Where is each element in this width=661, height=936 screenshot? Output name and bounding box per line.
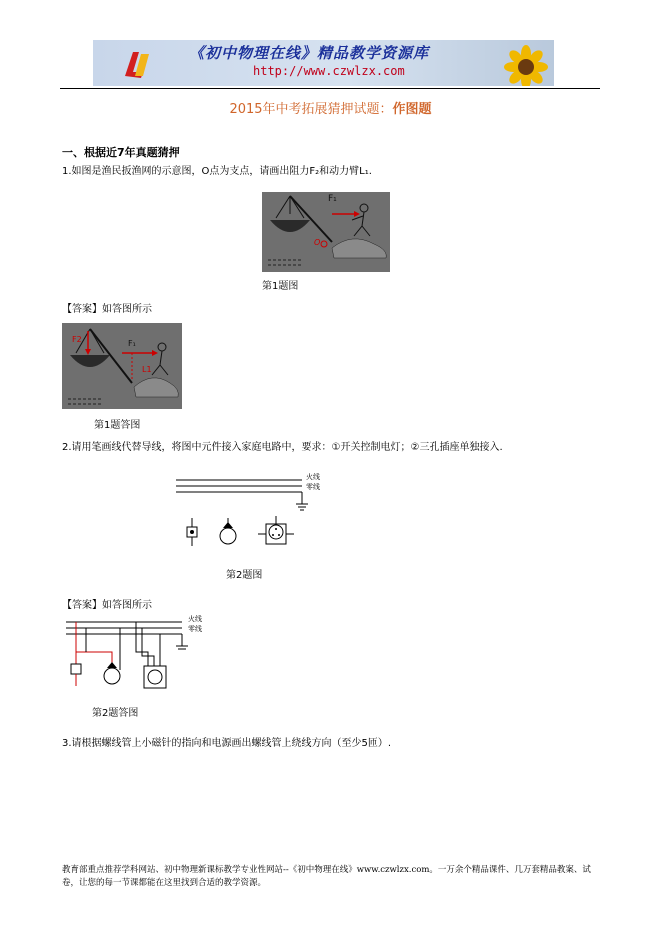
label-l1: L1 bbox=[142, 365, 152, 374]
fishing-net-answer-figure bbox=[62, 323, 182, 409]
question-3: 3.请根据螺线管上小磁针的指向和电源画出螺线管上绕线方向（至少5匝）. bbox=[62, 738, 392, 749]
figure-1-caption: 第1题图 bbox=[262, 281, 299, 292]
label-f1: F₁ bbox=[328, 194, 337, 204]
question-2: 2.请用笔画线代替导线，将图中元件接入家庭电路中，要求：①开关控制电灯；②三孔插座单独接入. bbox=[62, 442, 503, 453]
page-footer: 教育部重点推荐学科网站、初中物理新课标教学专业性网站--《初中物理在线》www.czwlzx.com。一万余个精品课件、几万套精品教案、试卷，让您的每一节课都能在这里找到合适的教学资源。 bbox=[62, 865, 591, 888]
figure-2-caption: 第2题图 bbox=[226, 570, 263, 581]
answer-label-f1: F₁ bbox=[128, 339, 136, 348]
question-1: 1.如图是渔民扳渔网的示意图，O点为支点，请画出阻力F₂和动力臂L₁. bbox=[62, 166, 372, 177]
answer-2-label: 【答案】如答图所示 bbox=[62, 600, 152, 611]
logo-icon bbox=[119, 46, 159, 82]
answer-label-live-wire: 火线 bbox=[188, 615, 202, 623]
title-emphasis: 作图题 bbox=[392, 102, 432, 117]
title-prefix: 2015年中考拓展猜押试题： bbox=[229, 102, 393, 117]
answer-2-caption: 第2题答图 bbox=[92, 708, 139, 719]
circuit-answer-figure bbox=[62, 612, 222, 702]
answer-1-caption: 第1题答图 bbox=[94, 420, 141, 431]
sunflower-icon bbox=[498, 40, 554, 86]
answer-1-label: 【答案】如答图所示 bbox=[62, 304, 152, 315]
label-o: O bbox=[314, 238, 321, 247]
label-live-wire: 火线 bbox=[306, 473, 320, 481]
banner-url: http://www.czwlzx.com bbox=[253, 64, 405, 78]
page-title bbox=[0, 98, 661, 117]
answer-label-neutral-wire: 零线 bbox=[188, 625, 202, 633]
circuit-figure bbox=[172, 470, 332, 560]
label-f2: F2 bbox=[72, 335, 82, 344]
label-neutral-wire: 零线 bbox=[306, 483, 320, 491]
section-heading: 一、根据近7年真题猜押 bbox=[62, 146, 180, 159]
header-banner bbox=[93, 40, 554, 86]
banner-title: 《初中物理在线》精品教学资源库 bbox=[189, 44, 430, 62]
header-divider bbox=[60, 88, 600, 89]
fishing-net-figure bbox=[262, 192, 390, 272]
